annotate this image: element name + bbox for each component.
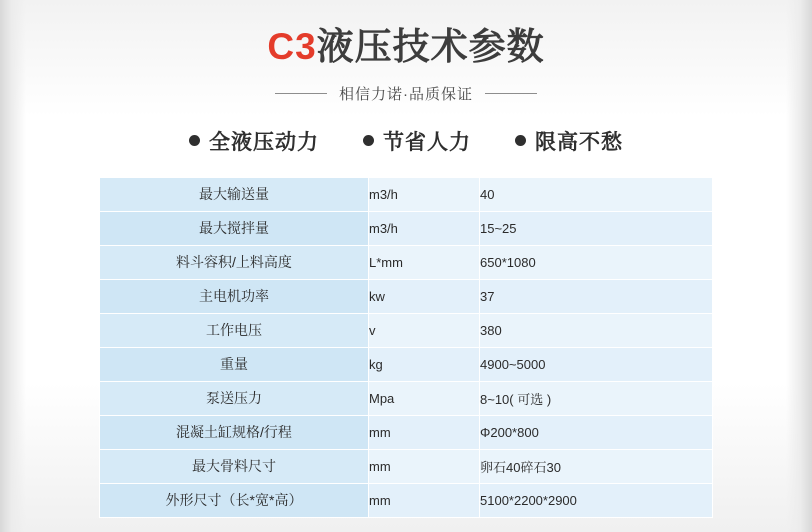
feature-item-2 [515, 126, 623, 156]
spec-table [99, 177, 713, 518]
spec-name: 主电机功率 [100, 279, 369, 313]
subtitle: 相信力诺·品质保证 [339, 85, 473, 103]
spec-unit: L*mm [369, 245, 480, 279]
spec-name: 重量 [100, 347, 369, 381]
subtitle-row [0, 83, 812, 104]
table-row [100, 381, 713, 415]
spec-value: 650*1080 [480, 245, 713, 279]
table-row [100, 245, 713, 279]
table-row [100, 347, 713, 381]
spec-name: 最大输送量 [100, 177, 369, 211]
table-row [100, 279, 713, 313]
spec-value: 37 [480, 279, 713, 313]
spec-unit: kw [369, 279, 480, 313]
spec-name: 最大搅拌量 [100, 211, 369, 245]
spec-name: 混凝土缸规格/行程 [100, 415, 369, 449]
spec-unit: Mpa [369, 381, 480, 415]
spec-name: 最大骨料尺寸 [100, 449, 369, 483]
spec-unit: mm [369, 449, 480, 483]
table-row [100, 449, 713, 483]
table-row [100, 415, 713, 449]
spec-unit: v [369, 313, 480, 347]
spec-name: 料斗容积/上料高度 [100, 245, 369, 279]
feature-label: 限高不愁 [535, 130, 623, 154]
bullet-icon [189, 135, 200, 146]
feature-list [0, 126, 812, 156]
spec-name: 工作电压 [100, 313, 369, 347]
spec-value: 8~10( 可选 ) [480, 381, 713, 415]
header [0, 0, 812, 104]
spec-value: Φ200*800 [480, 415, 713, 449]
spec-name: 泵送压力 [100, 381, 369, 415]
feature-item-0 [189, 126, 319, 156]
feature-item-1 [363, 126, 471, 156]
feature-label: 全液压动力 [209, 130, 319, 154]
table-row [100, 177, 713, 211]
table-row [100, 483, 713, 517]
table-row [100, 211, 713, 245]
spec-value: 380 [480, 313, 713, 347]
feature-label: 节省人力 [383, 130, 471, 154]
spec-value: 卵石40碎石30 [480, 449, 713, 483]
page-title-model: C3 [267, 26, 317, 67]
page-title [0, 26, 812, 69]
subtitle-rule-right [485, 93, 537, 94]
spec-value: 5100*2200*2900 [480, 483, 713, 517]
table-row [100, 313, 713, 347]
spec-unit: kg [369, 347, 480, 381]
spec-table-wrapper [99, 177, 713, 518]
spec-value: 40 [480, 177, 713, 211]
bullet-icon [363, 135, 374, 146]
page-title-text: 液压技术参数 [316, 26, 545, 67]
spec-unit: mm [369, 415, 480, 449]
spec-unit: mm [369, 483, 480, 517]
spec-value: 4900~5000 [480, 347, 713, 381]
spec-value: 15~25 [480, 211, 713, 245]
subtitle-rule-left [275, 93, 327, 94]
bullet-icon [515, 135, 526, 146]
spec-name: 外形尺寸（长*宽*高） [100, 483, 369, 517]
spec-unit: m3/h [369, 177, 480, 211]
spec-unit: m3/h [369, 211, 480, 245]
